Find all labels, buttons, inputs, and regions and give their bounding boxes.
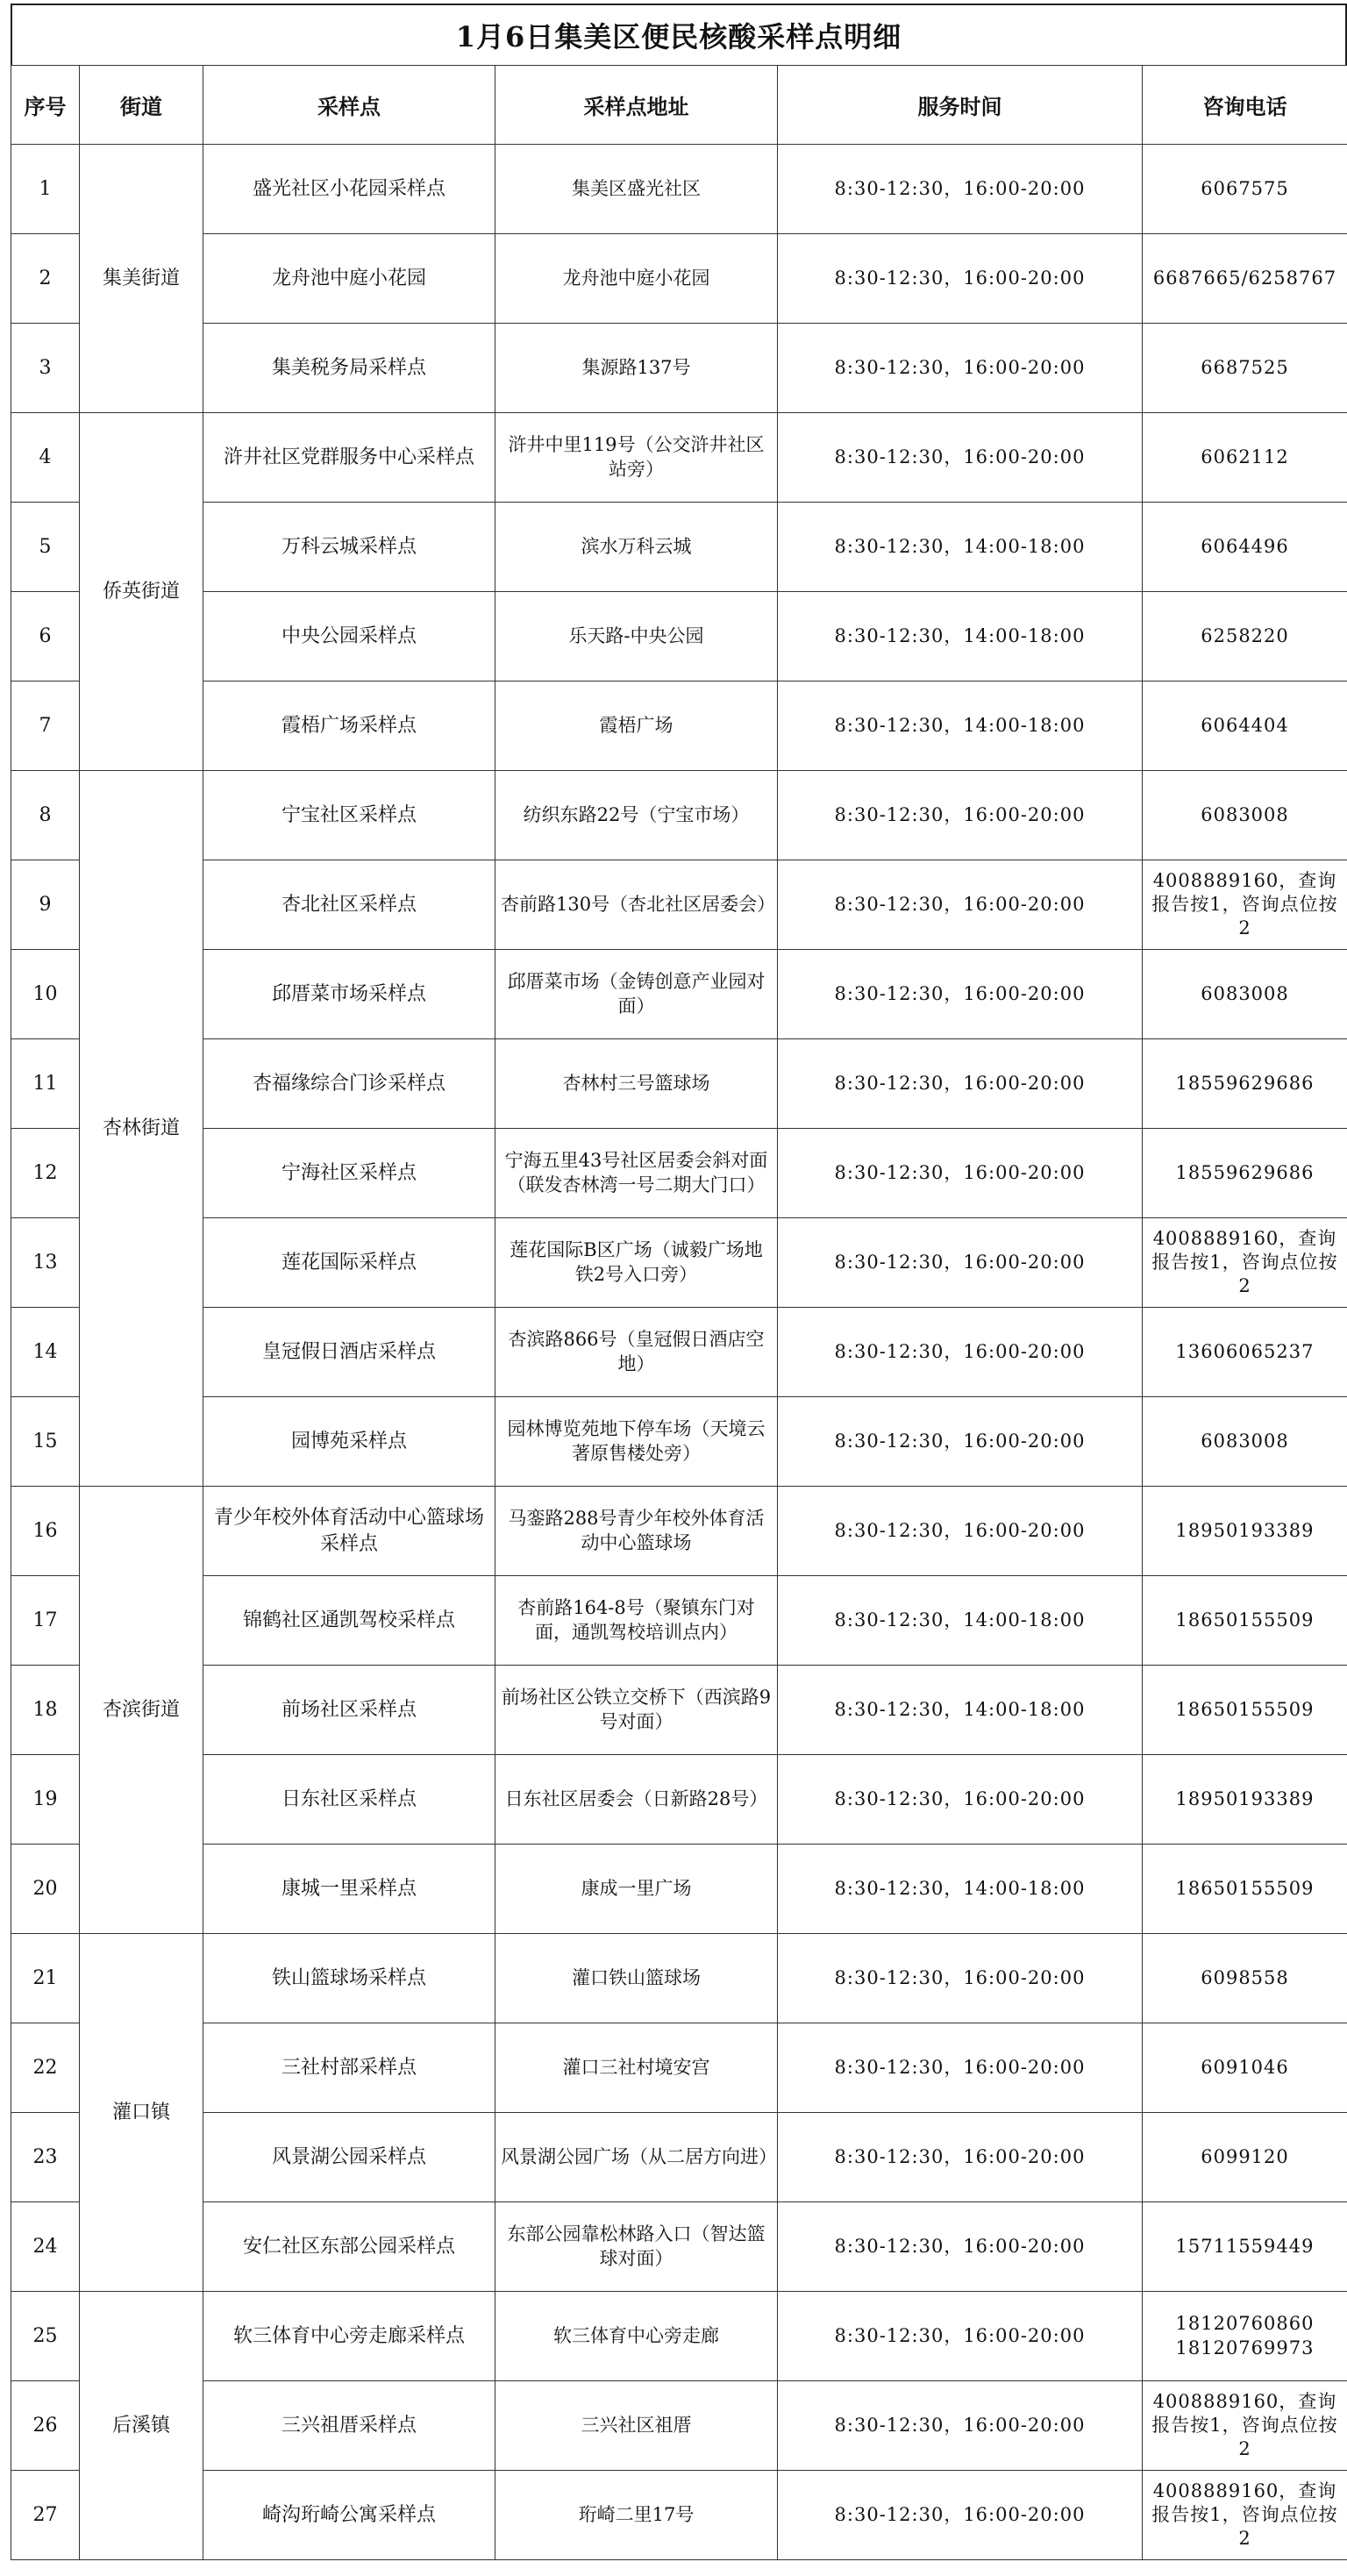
- table-row: [11, 860, 1347, 950]
- site-name: 软三体育中心旁走廊采样点: [203, 2292, 495, 2381]
- street-cell: 后溪镇: [80, 2292, 203, 2560]
- contact-phone: 6687665/6258767: [1143, 234, 1347, 324]
- table-row: [11, 145, 1347, 234]
- row-number: 26: [11, 2381, 80, 2471]
- table-row: [11, 1039, 1347, 1129]
- site-name: 集美税务局采样点: [203, 324, 495, 413]
- site-name: 宁海社区采样点: [203, 1129, 495, 1218]
- row-number: 9: [11, 860, 80, 950]
- site-name: 锦鹤社区通凯驾校采样点: [203, 1576, 495, 1666]
- table-row: [11, 2023, 1347, 2113]
- table-body: [11, 145, 1347, 2560]
- table-row: [11, 2381, 1347, 2471]
- site-address: 康成一里广场: [495, 1845, 778, 1934]
- contact-phone: 6099120: [1143, 2113, 1347, 2202]
- document-sheet: [11, 4, 1347, 2560]
- contact-phone: 4008889160，查询报告按1，咨询点位按2: [1143, 2381, 1347, 2471]
- header-address: 采样点地址: [495, 66, 778, 145]
- service-hours: 8:30-12:30，16:00-20:00: [778, 1934, 1143, 2023]
- service-hours: 8:30-12:30，16:00-20:00: [778, 2471, 1143, 2560]
- contact-phone: 6067575: [1143, 145, 1347, 234]
- service-hours: 8:30-12:30，16:00-20:00: [778, 860, 1143, 950]
- row-number: 22: [11, 2023, 80, 2113]
- row-number: 12: [11, 1129, 80, 1218]
- site-address: 邱厝菜市场（金铸创意产业园对面）: [495, 950, 778, 1039]
- contact-phone: 6083008: [1143, 950, 1347, 1039]
- row-number: 25: [11, 2292, 80, 2381]
- table-row: [11, 1308, 1347, 1397]
- contact-phone: 18650155509: [1143, 1576, 1347, 1666]
- table-row: [11, 2113, 1347, 2202]
- row-number: 11: [11, 1039, 80, 1129]
- site-address: 霞梧广场: [495, 681, 778, 771]
- site-name: 杏福缘综合门诊采样点: [203, 1039, 495, 1129]
- service-hours: 8:30-12:30，14:00-18:00: [778, 592, 1143, 681]
- service-hours: 8:30-12:30，16:00-20:00: [778, 1308, 1143, 1397]
- street-cell: 侨英街道: [80, 413, 203, 771]
- service-hours: 8:30-12:30，16:00-20:00: [778, 1039, 1143, 1129]
- table-row: [11, 503, 1347, 592]
- site-address: 龙舟池中庭小花园: [495, 234, 778, 324]
- site-address: 集美区盛光社区: [495, 145, 778, 234]
- service-hours: 8:30-12:30，16:00-20:00: [778, 234, 1143, 324]
- table-row: [11, 1755, 1347, 1845]
- service-hours: 8:30-12:30，16:00-20:00: [778, 1397, 1143, 1487]
- site-name: 三社村部采样点: [203, 2023, 495, 2113]
- row-number: 15: [11, 1397, 80, 1487]
- contact-phone: 6064404: [1143, 681, 1347, 771]
- site-name: 浒井社区党群服务中心采样点: [203, 413, 495, 503]
- site-name: 中央公园采样点: [203, 592, 495, 681]
- table-row: [11, 324, 1347, 413]
- contact-phone: 4008889160，查询报告按1，咨询点位按2: [1143, 860, 1347, 950]
- table-row: [11, 1129, 1347, 1218]
- header-street: 街道: [80, 66, 203, 145]
- row-number: 10: [11, 950, 80, 1039]
- service-hours: 8:30-12:30，16:00-20:00: [778, 1755, 1143, 1845]
- site-name: 风景湖公园采样点: [203, 2113, 495, 2202]
- service-hours: 8:30-12:30，16:00-20:00: [778, 950, 1143, 1039]
- site-name: 安仁社区东部公园采样点: [203, 2202, 495, 2292]
- table-row: [11, 2202, 1347, 2292]
- row-number: 3: [11, 324, 80, 413]
- row-number: 13: [11, 1218, 80, 1308]
- service-hours: 8:30-12:30，16:00-20:00: [778, 413, 1143, 503]
- street-cell: 集美街道: [80, 145, 203, 413]
- site-address: 纺织东路22号（宁宝市场）: [495, 771, 778, 860]
- contact-phone: 13606065237: [1143, 1308, 1347, 1397]
- table-row: [11, 1397, 1347, 1487]
- site-name: 宁宝社区采样点: [203, 771, 495, 860]
- table-row: [11, 1487, 1347, 1576]
- site-address: 莲花国际B区广场（诚毅广场地铁2号入口旁）: [495, 1218, 778, 1308]
- site-address: 浒井中里119号（公交浒井社区站旁）: [495, 413, 778, 503]
- site-address: 集源路137号: [495, 324, 778, 413]
- row-number: 16: [11, 1487, 80, 1576]
- title-row: [11, 4, 1347, 65]
- row-number: 7: [11, 681, 80, 771]
- site-name: 龙舟池中庭小花园: [203, 234, 495, 324]
- table-row: [11, 1218, 1347, 1308]
- site-name: 日东社区采样点: [203, 1755, 495, 1845]
- row-number: 17: [11, 1576, 80, 1666]
- site-name: 盛光社区小花园采样点: [203, 145, 495, 234]
- service-hours: 8:30-12:30，16:00-20:00: [778, 2381, 1143, 2471]
- contact-phone: 18650155509: [1143, 1666, 1347, 1755]
- service-hours: 8:30-12:30，16:00-20:00: [778, 2202, 1143, 2292]
- site-name: 康城一里采样点: [203, 1845, 495, 1934]
- table-row: [11, 2471, 1347, 2560]
- header-phone: 咨询电话: [1143, 66, 1347, 145]
- site-name: 青少年校外体育活动中心篮球场采样点: [203, 1487, 495, 1576]
- service-hours: 8:30-12:30，16:00-20:00: [778, 1129, 1143, 1218]
- header-hours: 服务时间: [778, 66, 1143, 145]
- contact-phone: 18559629686: [1143, 1039, 1347, 1129]
- row-number: 2: [11, 234, 80, 324]
- service-hours: 8:30-12:30，14:00-18:00: [778, 1845, 1143, 1934]
- site-address: 杏前路130号（杏北社区居委会）: [495, 860, 778, 950]
- site-address: 日东社区居委会（日新路28号）: [495, 1755, 778, 1845]
- table-row: [11, 592, 1347, 681]
- contact-phone: 18950193389: [1143, 1487, 1347, 1576]
- service-hours: 8:30-12:30，16:00-20:00: [778, 2292, 1143, 2381]
- table-row: [11, 413, 1347, 503]
- site-address: 滨水万科云城: [495, 503, 778, 592]
- table-row: [11, 2292, 1347, 2381]
- street-cell: 杏林街道: [80, 771, 203, 1487]
- sampling-sites-table: [11, 65, 1347, 2560]
- site-name: 霞梧广场采样点: [203, 681, 495, 771]
- row-number: 27: [11, 2471, 80, 2560]
- contact-phone: 6091046: [1143, 2023, 1347, 2113]
- site-name: 前场社区采样点: [203, 1666, 495, 1755]
- contact-phone: 6258220: [1143, 592, 1347, 681]
- contact-phone: 4008889160，查询报告按1，咨询点位按2: [1143, 1218, 1347, 1308]
- street-cell: 灌口镇: [80, 1934, 203, 2292]
- row-number: 14: [11, 1308, 80, 1397]
- service-hours: 8:30-12:30，16:00-20:00: [778, 324, 1143, 413]
- site-name: 三兴祖厝采样点: [203, 2381, 495, 2471]
- service-hours: 8:30-12:30，14:00-18:00: [778, 681, 1143, 771]
- site-address: 杏滨路866号（皇冠假日酒店空地）: [495, 1308, 778, 1397]
- row-number: 18: [11, 1666, 80, 1755]
- table-row: [11, 234, 1347, 324]
- contact-phone: 18650155509: [1143, 1845, 1347, 1934]
- service-hours: 8:30-12:30，16:00-20:00: [778, 771, 1143, 860]
- site-address: 前场社区公铁立交桥下（西滨路9号对面）: [495, 1666, 778, 1755]
- site-address: 杏前路164-8号（聚镇东门对面，通凯驾校培训点内）: [495, 1576, 778, 1666]
- site-name: 崎沟珩崎公寓采样点: [203, 2471, 495, 2560]
- site-address: 风景湖公园广场（从二居方向进）: [495, 2113, 778, 2202]
- contact-phone: 6064496: [1143, 503, 1347, 592]
- site-name: 园博苑采样点: [203, 1397, 495, 1487]
- contact-phone: 6083008: [1143, 1397, 1347, 1487]
- row-number: 19: [11, 1755, 80, 1845]
- contact-phone: 6098558: [1143, 1934, 1347, 2023]
- service-hours: 8:30-12:30，16:00-20:00: [778, 2113, 1143, 2202]
- site-name: 铁山篮球场采样点: [203, 1934, 495, 2023]
- contact-phone: 4008889160，查询报告按1，咨询点位按2: [1143, 2471, 1347, 2560]
- header-row: [11, 66, 1347, 145]
- row-number: 8: [11, 771, 80, 860]
- row-number: 6: [11, 592, 80, 681]
- row-number: 4: [11, 413, 80, 503]
- page-title: 1月6日集美区便民核酸采样点明细: [456, 15, 902, 55]
- table-row: [11, 1576, 1347, 1666]
- row-number: 21: [11, 1934, 80, 2023]
- site-address: 珩崎二里17号: [495, 2471, 778, 2560]
- service-hours: 8:30-12:30，14:00-18:00: [778, 503, 1143, 592]
- contact-phone: 18950193389: [1143, 1755, 1347, 1845]
- site-address: 灌口铁山篮球场: [495, 1934, 778, 2023]
- service-hours: 8:30-12:30，16:00-20:00: [778, 145, 1143, 234]
- table-row: [11, 1666, 1347, 1755]
- table-row: [11, 950, 1347, 1039]
- row-number: 5: [11, 503, 80, 592]
- site-address: 园林博览苑地下停车场（天境云著原售楼处旁）: [495, 1397, 778, 1487]
- site-name: 万科云城采样点: [203, 503, 495, 592]
- site-address: 宁海五里43号社区居委会斜对面（联发杏林湾一号二期大门口）: [495, 1129, 778, 1218]
- row-number: 1: [11, 145, 80, 234]
- contact-phone: 15711559449: [1143, 2202, 1347, 2292]
- site-address: 马銮路288号青少年校外体育活动中心篮球场: [495, 1487, 778, 1576]
- site-name: 杏北社区采样点: [203, 860, 495, 950]
- contact-phone: 6687525: [1143, 324, 1347, 413]
- table-row: [11, 1845, 1347, 1934]
- table-row: [11, 771, 1347, 860]
- site-address: 灌口三社村境安宫: [495, 2023, 778, 2113]
- table-row: [11, 1934, 1347, 2023]
- street-cell: 杏滨街道: [80, 1487, 203, 1934]
- contact-phone: 6062112: [1143, 413, 1347, 503]
- row-number: 24: [11, 2202, 80, 2292]
- row-number: 23: [11, 2113, 80, 2202]
- site-address: 东部公园靠松林路入口（智达篮球对面）: [495, 2202, 778, 2292]
- row-number: 20: [11, 1845, 80, 1934]
- service-hours: 8:30-12:30，16:00-20:00: [778, 1487, 1143, 1576]
- service-hours: 8:30-12:30，16:00-20:00: [778, 2023, 1143, 2113]
- contact-phone: 18559629686: [1143, 1129, 1347, 1218]
- site-address: 杏林村三号篮球场: [495, 1039, 778, 1129]
- site-address: 三兴社区祖厝: [495, 2381, 778, 2471]
- site-name: 莲花国际采样点: [203, 1218, 495, 1308]
- site-name: 皇冠假日酒店采样点: [203, 1308, 495, 1397]
- header-no: 序号: [11, 66, 80, 145]
- site-address: 乐天路-中央公园: [495, 592, 778, 681]
- service-hours: 8:30-12:30，16:00-20:00: [778, 1218, 1143, 1308]
- service-hours: 8:30-12:30，14:00-18:00: [778, 1666, 1143, 1755]
- site-address: 软三体育中心旁走廊: [495, 2292, 778, 2381]
- service-hours: 8:30-12:30，14:00-18:00: [778, 1576, 1143, 1666]
- header-site: 采样点: [203, 66, 495, 145]
- contact-phone: 6083008: [1143, 771, 1347, 860]
- contact-phone: 18120760860 18120769973: [1143, 2292, 1347, 2381]
- site-name: 邱厝菜市场采样点: [203, 950, 495, 1039]
- table-row: [11, 681, 1347, 771]
